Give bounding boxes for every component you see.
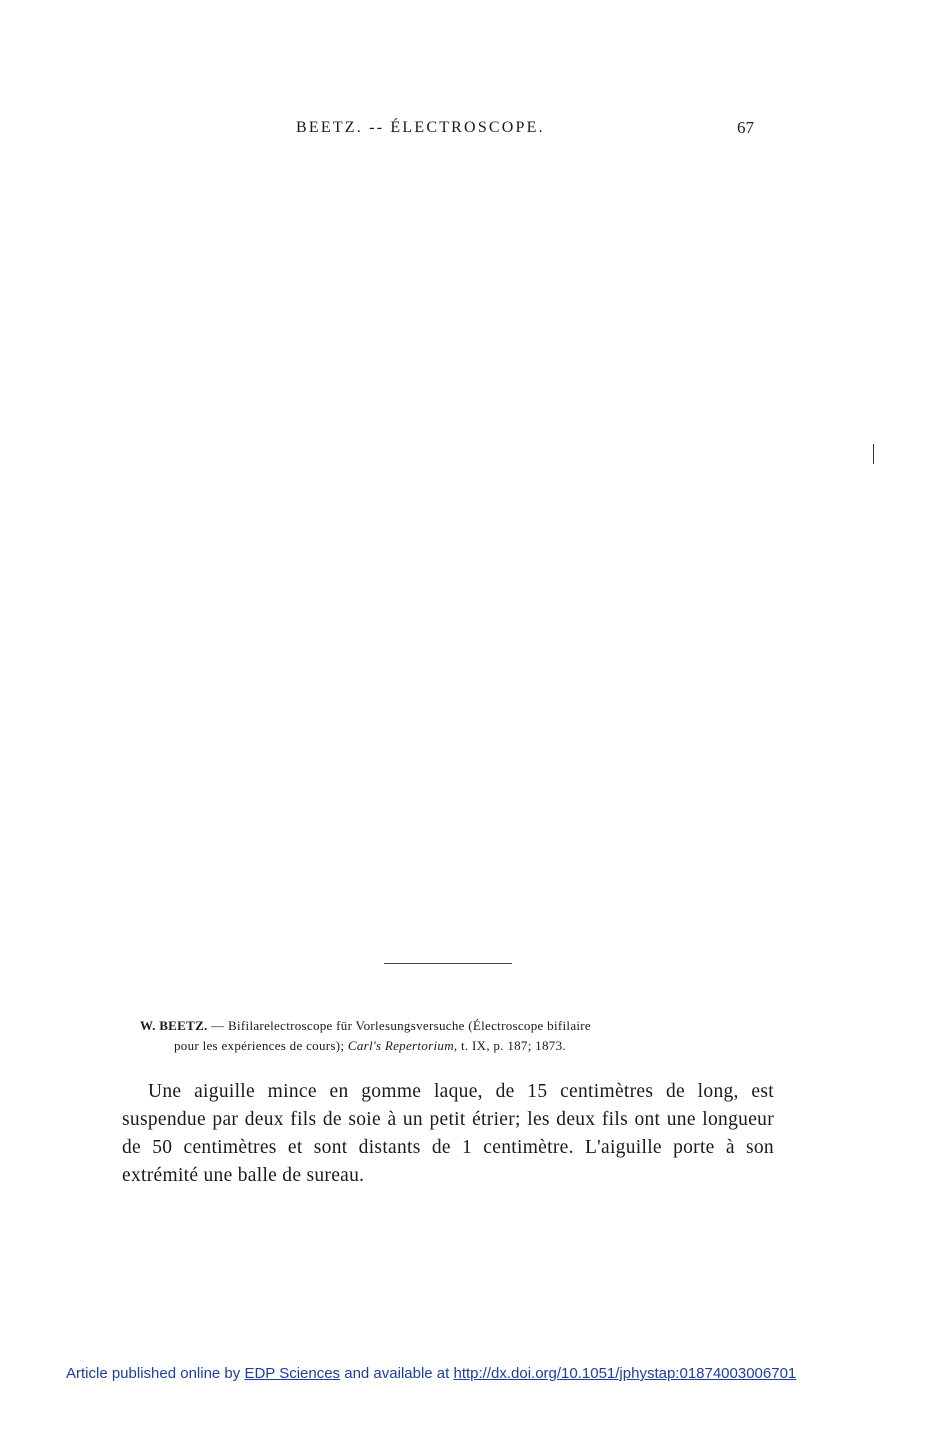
- page-number: 67: [737, 118, 754, 137]
- doi-link[interactable]: http://dx.doi.org/10.1051/jphystap:01874003006701: [453, 1365, 797, 1382]
- reference-title-continued: pour les expériences de cours);: [174, 1038, 348, 1053]
- footer-prefix: Article published online by: [66, 1365, 245, 1382]
- reference-dash: —: [207, 1018, 229, 1033]
- reference-title: Bifilarelectroscope für Vorlesungsversuche (Électroscope bifilaire: [228, 1018, 591, 1033]
- running-head: BEETZ. -- ÉLECTROSCOPE.: [296, 119, 545, 136]
- footer-middle: and available at: [340, 1365, 454, 1382]
- publication-footer: [66, 1365, 796, 1382]
- reference-journal: Carl's Repertorium,: [347, 1038, 458, 1053]
- reference-citation: t. IX, p. 187; 1873.: [457, 1038, 566, 1053]
- bibliographic-reference: [140, 1016, 776, 1056]
- body-paragraph: [122, 1078, 774, 1190]
- margin-mark: [873, 444, 874, 464]
- body-paragraph-text: Une aiguille mince en gomme laque, de 15 centimètres de long, est suspendue par deux fils de soie à un petit étrier; les deux fils ont une longueur de 50 centimètres et sont distants de 1 centimètre. L'aiguille porte à son extrémité une balle de sureau.: [122, 1081, 774, 1186]
- reference-author: W. BEETZ.: [140, 1018, 208, 1033]
- publisher-link[interactable]: EDP Sciences: [244, 1365, 341, 1382]
- section-separator: [384, 963, 512, 964]
